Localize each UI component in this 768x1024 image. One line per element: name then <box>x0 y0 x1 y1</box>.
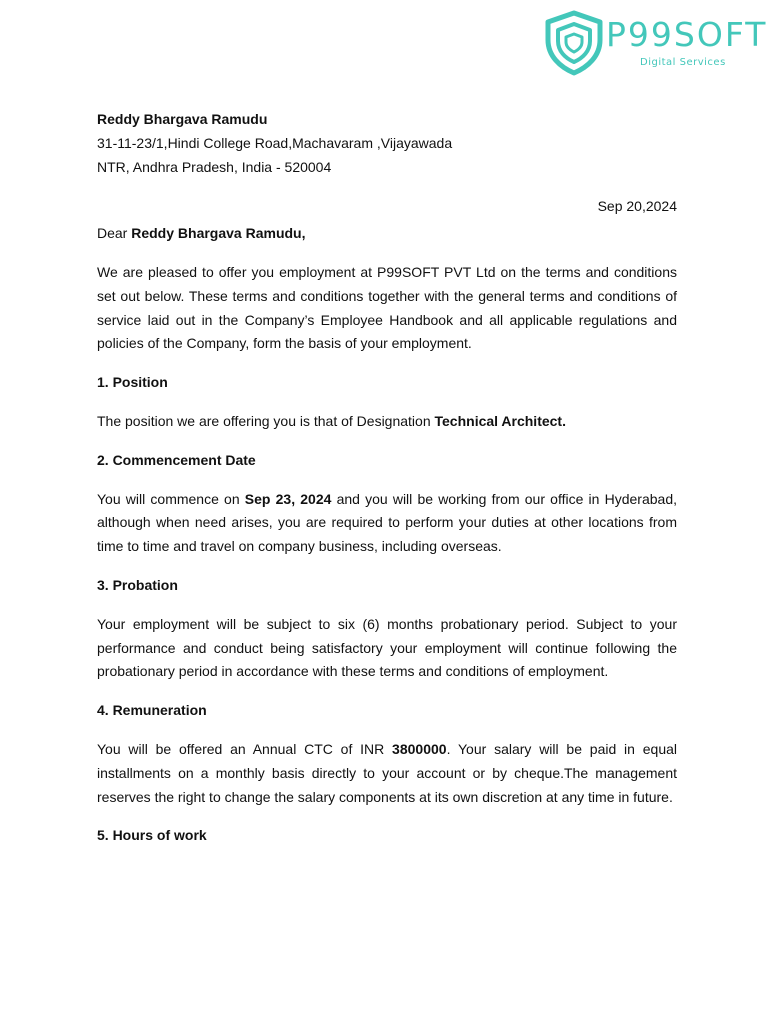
recipient-name: Reddy Bhargava Ramudu <box>97 111 268 127</box>
start-date: Sep 23, 2024 <box>244 490 332 507</box>
position-paragraph <box>97 410 677 434</box>
section-heading-remuneration: 4. Remuneration <box>97 702 207 719</box>
commencement-text-after: and you will be working from our office in Hyderabad, although when need arises, you are required to perform your duties at other locations from time to time and travel on company business, including overseas. <box>97 490 677 555</box>
commencement-text-before: You will commence on <box>97 490 245 507</box>
recipient-address <box>97 108 677 179</box>
section-heading-probation: 3. Probation <box>97 576 178 593</box>
salutation-prefix: Dear <box>97 225 132 242</box>
shield-icon <box>544 10 604 76</box>
logo-wordmark: P99SOFT <box>606 15 768 54</box>
letter-body <box>97 108 677 848</box>
commencement-paragraph <box>97 488 677 559</box>
salutation-name: Reddy Bhargava Ramudu, <box>131 225 306 242</box>
remuneration-paragraph <box>97 738 677 809</box>
remuneration-text-before: You will be offered an Annual CTC of INR <box>97 740 393 757</box>
logo-tagline: Digital Services <box>640 57 726 68</box>
intro-paragraph: We are pleased to offer you employment at P99SOFT PVT Ltd on the terms and conditions set out below. These terms and conditions together with the general terms and conditions of service laid out in the Company’s Employee Handbook and all applicable regulations and policies of the Company, form the basis of your employment. <box>97 263 677 352</box>
probation-paragraph: Your employment will be subject to six (6) months probationary period. Subject to your performance and conduct being satisfactory your employment will continue following the probationary period in accordance with these terms and conditions of employment. <box>97 615 677 680</box>
address-line-1: 31-11-23/1,Hindi College Road,Machavaram ,Vijayawada <box>97 134 453 151</box>
address-line-2: NTR, Andhra Pradesh, India - 520004 <box>97 158 332 175</box>
ctc-amount: 3800000 <box>392 740 447 757</box>
salutation <box>97 222 677 246</box>
company-logo <box>544 10 768 74</box>
position-text: The position we are offering you is that of Designation <box>97 412 435 429</box>
remuneration-text-after: . Your salary will be paid in equal installments on a monthly basis directly to your account or by cheque.The management reserves the right to change the salary components at its own discretion at any time in future. <box>97 740 677 805</box>
section-heading-position: 1. Position <box>97 374 168 391</box>
section-heading-hours: 5. Hours of work <box>97 827 207 844</box>
letter-date: Sep 20,2024 <box>597 198 677 215</box>
section-heading-commencement: 2. Commencement Date <box>97 451 256 468</box>
designation: Technical Architect. <box>434 412 566 429</box>
